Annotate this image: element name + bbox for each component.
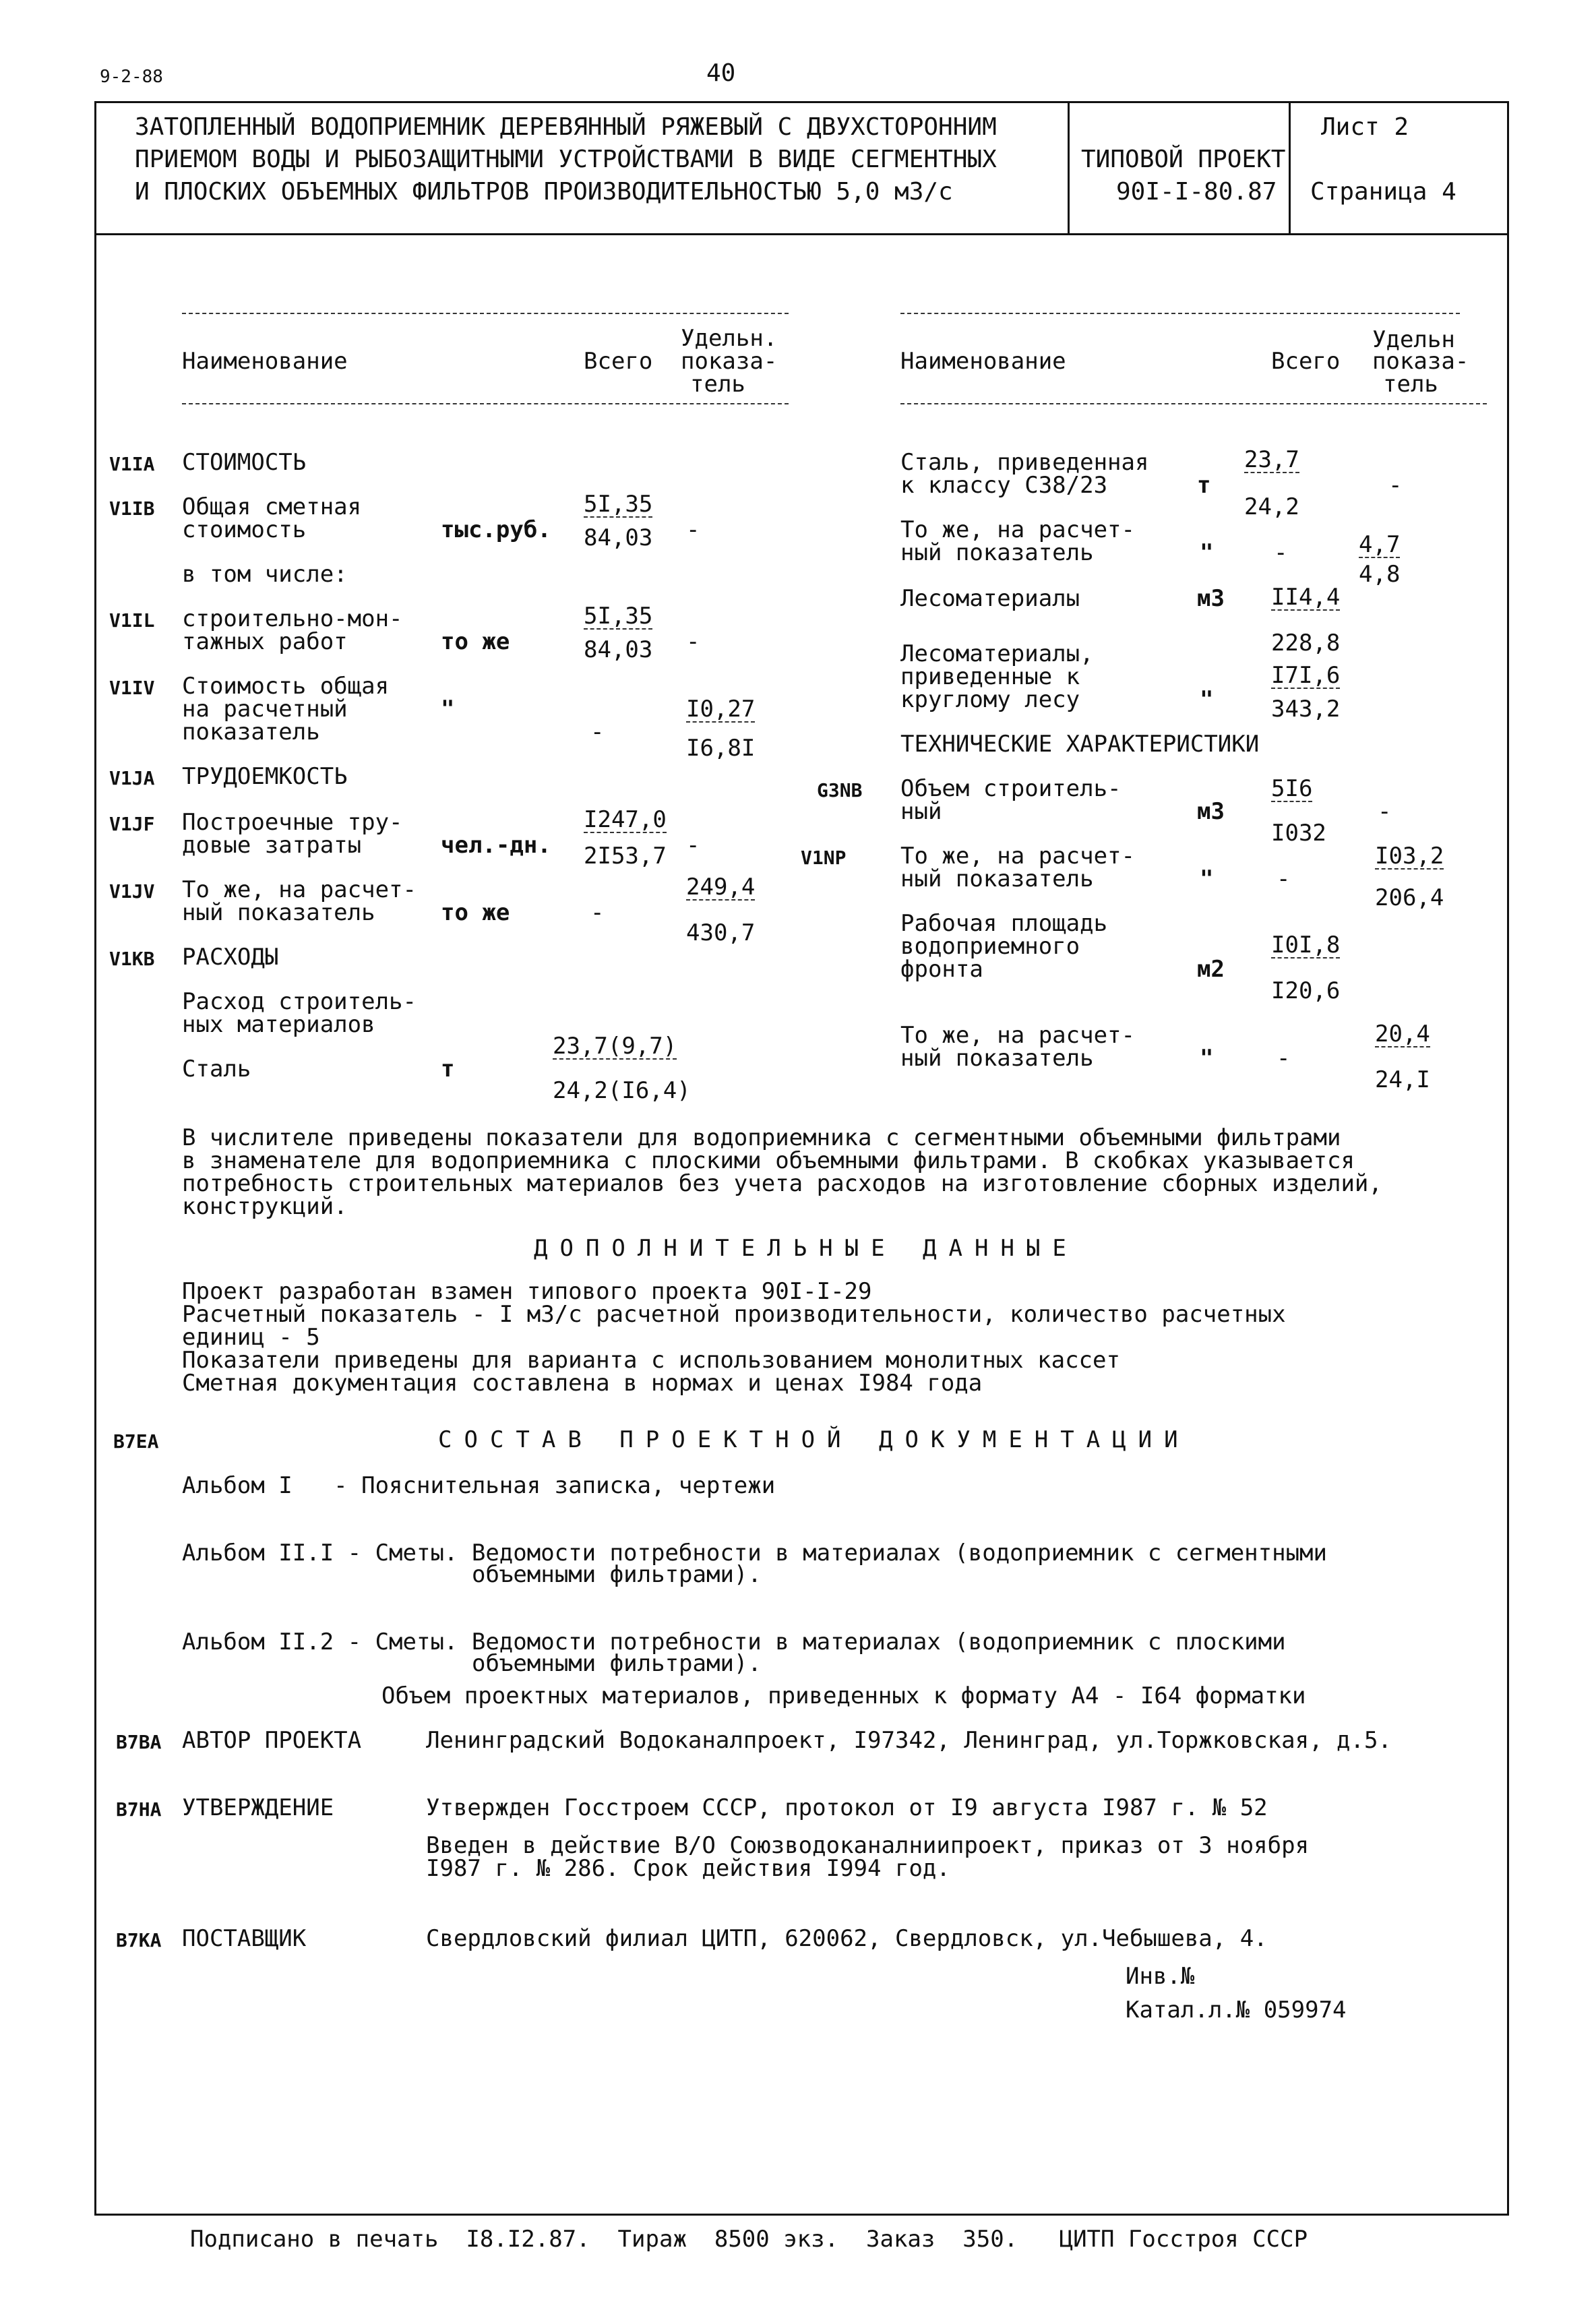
- section-heading: ТЕХНИЧЕСКИЕ ХАРАКТЕРИСТИКИ: [900, 731, 1260, 758]
- row-name: То же, на расчет-: [900, 1022, 1135, 1049]
- row-unit: м3: [1197, 585, 1225, 612]
- row-name: Построечные тру-: [182, 809, 403, 836]
- row-name: То же, на расчет-: [900, 843, 1135, 870]
- row-name: Лесоматериалы: [900, 585, 1080, 612]
- row-total: -: [1274, 539, 1288, 566]
- note-line: в знаменателе для водоприемника с плоскими объемными фильтрами. В скобках указывается: [182, 1147, 1355, 1174]
- album-3: Альбом II.2 - Сметы. Ведомости потребности в материалах (водоприемник с плоскими: [182, 1629, 1286, 1655]
- row-total: -: [590, 899, 605, 926]
- page-number: 40: [706, 59, 736, 87]
- row-name: ный показатель: [900, 1045, 1094, 1072]
- row-unit: т: [441, 1056, 455, 1083]
- album-1: Альбом I - Пояснительная записка, чертежи: [182, 1472, 776, 1499]
- row-total-numerator: I7I,6: [1271, 662, 1341, 689]
- row-total-denominator: 228,8: [1271, 630, 1341, 657]
- row-name: Сталь, приведенная: [900, 449, 1149, 476]
- composition-title: СОСТАВ ПРОЕКТНОЙ ДОКУМЕНТАЦИИ: [438, 1426, 1190, 1453]
- row-code: V1JF: [109, 813, 155, 835]
- row-name: ТРУДОЕМКОСТЬ: [182, 763, 348, 790]
- row-code: V1IL: [109, 609, 155, 632]
- left-col-spec-3: тель: [690, 371, 745, 398]
- row-total: -: [1277, 865, 1291, 892]
- row-spec-denominator: 4,8: [1359, 561, 1401, 588]
- row-total-denominator: 2I53,7: [584, 843, 667, 870]
- catalog-number: Катал.л.№ 059974: [1126, 1997, 1347, 2024]
- row-name: Общая сметная: [182, 493, 362, 520]
- row-code: G3NB: [817, 779, 863, 801]
- row-unit: м2: [1197, 956, 1225, 983]
- section-label: АВТОР ПРОЕКТА: [182, 1727, 362, 1754]
- row-spec-numerator: 20,4: [1375, 1021, 1430, 1047]
- row-name: То же, на расчет-: [182, 876, 417, 903]
- row-total-denominator: I032: [1271, 820, 1326, 847]
- row-name: СТОИМОСТЬ: [182, 449, 307, 476]
- right-col-total: Всего: [1271, 348, 1341, 375]
- right-col-spec-3: тель: [1383, 371, 1438, 398]
- row-total-numerator: 5I,35: [584, 491, 653, 518]
- additional-line: единиц - 5: [182, 1324, 320, 1351]
- row-total-denominator: 84,03: [584, 524, 653, 551]
- row-unit: ": [441, 696, 455, 723]
- row-name: ный показатель: [900, 865, 1094, 892]
- row-code: V1NP: [801, 847, 847, 869]
- row-spec: -: [686, 516, 700, 543]
- section-code: B7HA: [116, 1798, 162, 1821]
- row-total: -: [1277, 1045, 1291, 1072]
- row-code: V1KB: [109, 948, 155, 970]
- note-line: конструкций.: [182, 1193, 348, 1220]
- row-spec-numerator: I0,27: [686, 696, 756, 723]
- approval-line: Введен в действие В/О Союзводоканалниипроект, приказ от 3 ноября: [426, 1832, 1310, 1859]
- row-total: -: [590, 719, 605, 746]
- row-spec: -: [686, 628, 700, 655]
- left-col-name: Наименование: [182, 348, 348, 375]
- title-line-1: ЗАТОПЛЕННЫЙ ВОДОПРИЕМНИК ДЕРЕВЯННЫЙ РЯЖЕВЫЙ С ДВУХСТОРОННИМ: [135, 113, 997, 141]
- row-name: Расход строитель-: [182, 988, 417, 1015]
- row-unit: ": [1200, 539, 1214, 566]
- row-name: показатель: [182, 719, 320, 746]
- row-unit: т: [1197, 472, 1211, 499]
- row-total-numerator: I0I,8: [1271, 932, 1341, 959]
- left-col-total: Всего: [584, 348, 653, 375]
- section-label: ПОСТАВЩИК: [182, 1925, 307, 1952]
- row-unit: то же: [441, 628, 510, 655]
- row-unit: тыс.руб.: [441, 516, 551, 543]
- album-2-cont: объемными фильтрами).: [472, 1561, 762, 1588]
- project-label: ТИПОВОЙ ПРОЕКТ: [1081, 146, 1286, 173]
- row-name: водоприемного: [900, 933, 1080, 960]
- row-unit: чел.-дн.: [441, 832, 551, 859]
- row-name: на расчетный: [182, 696, 348, 723]
- left-col-spec-2: показа-: [681, 348, 778, 375]
- row-name: Рабочая площадь: [900, 910, 1108, 937]
- additional-line: Сметная документация составлена в нормах и ценах I984 года: [182, 1370, 983, 1397]
- row-unit: ": [1200, 686, 1214, 713]
- row-name: То же, на расчет-: [900, 516, 1135, 543]
- row-name: тажных работ: [182, 628, 348, 655]
- row-code: V1JV: [109, 880, 155, 903]
- title-line-2: ПРИЕМОМ ВОДЫ И РЫБОЗАЩИТНЫМИ УСТРОЙСТВАМИ В ВИДЕ СЕГМЕНТНЫХ: [135, 146, 997, 173]
- row-name: круглому лесу: [900, 686, 1080, 713]
- row-spec: -: [686, 832, 700, 859]
- row-spec: -: [1378, 798, 1392, 825]
- row-name: к классу С38/23: [900, 472, 1108, 499]
- row-name: ный показатель: [900, 539, 1094, 566]
- row-total-denominator: I20,6: [1271, 977, 1341, 1004]
- row-unit: ": [1200, 865, 1214, 892]
- row-total-numerator: 23,7: [1244, 446, 1299, 473]
- additional-title: ДОПОЛНИТЕЛЬНЫЕ ДАННЫЕ: [534, 1235, 1078, 1262]
- row-spec-denominator: 24,I: [1375, 1066, 1430, 1093]
- project-number: 90I-I-80.87: [1116, 178, 1277, 206]
- section-code: B7EA: [113, 1430, 159, 1453]
- additional-line: Показатели приведены для варианта с использованием монолитных кассет: [182, 1347, 1120, 1374]
- right-col-name: Наименование: [900, 348, 1066, 375]
- row-name: ный: [900, 798, 942, 825]
- row-total-denominator: 84,03: [584, 636, 653, 663]
- row-spec-numerator: 249,4: [686, 874, 756, 901]
- album-2: Альбом II.I - Сметы. Ведомости потребности в материалах (водоприемник с сегментными: [182, 1540, 1327, 1566]
- row-total-denominator: 24,2: [1244, 493, 1299, 520]
- right-col-spec-1: Удельн: [1372, 326, 1455, 353]
- sheet-number: Лист 2: [1321, 113, 1409, 141]
- row-total-numerator: 5I6: [1271, 775, 1313, 802]
- row-name: Сталь: [182, 1056, 251, 1083]
- row-name: строительно-мон-: [182, 605, 403, 632]
- supplier-text: Свердловский филиал ЦИТП, 620062, Свердловск, ул.Чебышева, 4.: [426, 1925, 1268, 1952]
- inventory-number: Инв.№: [1126, 1963, 1195, 1990]
- row-unit: ": [1200, 1045, 1214, 1072]
- row-unit: то же: [441, 899, 510, 926]
- row-code: V1IB: [109, 497, 155, 520]
- approval-line: I987 г. № 286. Срок действия I994 год.: [426, 1855, 950, 1882]
- row-total-denominator: 24,2(I6,4): [553, 1077, 691, 1104]
- row-spec-denominator: 206,4: [1375, 884, 1444, 911]
- row-spec-numerator: 4,7: [1359, 531, 1401, 558]
- volume-note: Объем проектных материалов, приведенных к формату А4 - I64 форматки: [381, 1682, 1306, 1709]
- row-name: фронта: [900, 956, 983, 983]
- note-line: В числителе приведены показатели для водоприемника с сегментными объемными фильтрами: [182, 1124, 1341, 1151]
- row-spec-denominator: I6,8I: [686, 735, 756, 762]
- album-3-cont: объемными фильтрами).: [472, 1650, 762, 1677]
- row-name: ный показатель: [182, 899, 375, 926]
- row-name: довые затраты: [182, 832, 362, 859]
- row-name: стоимость: [182, 516, 307, 543]
- row-name: Объем строитель-: [900, 775, 1122, 802]
- title-line-3: И ПЛОСКИХ ОБЪЕМНЫХ ФИЛЬТРОВ ПРОИЗВОДИТЕЛЬНОСТЬЮ 5,0 м3/с: [135, 178, 953, 206]
- section-code: B7KA: [116, 1929, 162, 1951]
- doc-code: 9-2-88: [100, 67, 163, 87]
- row-spec-numerator: I03,2: [1375, 843, 1444, 870]
- row-name: в том числе:: [182, 561, 348, 588]
- row-code: V1IA: [109, 453, 155, 475]
- note-line: потребность строительных материалов без учета расходов на изготовление сборных изделий,: [182, 1170, 1382, 1197]
- row-spec-denominator: 430,7: [686, 919, 756, 946]
- row-name: РАСХОДЫ: [182, 944, 279, 971]
- row-spec: -: [1388, 472, 1403, 499]
- row-name: Лесоматериалы,: [900, 640, 1094, 667]
- row-code: V1IV: [109, 677, 155, 699]
- additional-line: Расчетный показатель - I м3/с расчетной производительности, количество расчетных: [182, 1301, 1286, 1328]
- section-code: B7BA: [116, 1731, 162, 1753]
- row-unit: м3: [1197, 798, 1225, 825]
- approval-line: Утвержден Госстроем СССР, протокол от I9 августа I987 г. № 52: [426, 1794, 1268, 1821]
- row-total-numerator: 23,7(9,7): [553, 1033, 677, 1060]
- section-label: УТВЕРЖДЕНИЕ: [182, 1794, 334, 1821]
- author-text: Ленинградский Водоканалпроект, I97342, Ленинград, ул.Торжковская, д.5.: [426, 1727, 1392, 1754]
- right-col-spec-2: показа-: [1372, 348, 1469, 375]
- additional-line: Проект разработан взамен типового проекта 90I-I-29: [182, 1278, 872, 1305]
- print-footer: Подписано в печать I8.I2.87. Тираж 8500 экз. Заказ 350. ЦИТП Госстроя СССР: [190, 2226, 1308, 2253]
- row-code: V1JA: [109, 767, 155, 789]
- row-total-numerator: 5I,35: [584, 603, 653, 630]
- row-total-denominator: 343,2: [1271, 696, 1341, 723]
- page-label: Страница 4: [1310, 178, 1456, 206]
- row-total-numerator: I247,0: [584, 806, 667, 833]
- row-name: приведенные к: [900, 663, 1080, 690]
- row-name: ных материалов: [182, 1011, 375, 1038]
- row-total-numerator: II4,4: [1271, 584, 1341, 611]
- left-col-spec-1: Удельн.: [681, 325, 778, 352]
- row-name: Стоимость общая: [182, 673, 390, 700]
